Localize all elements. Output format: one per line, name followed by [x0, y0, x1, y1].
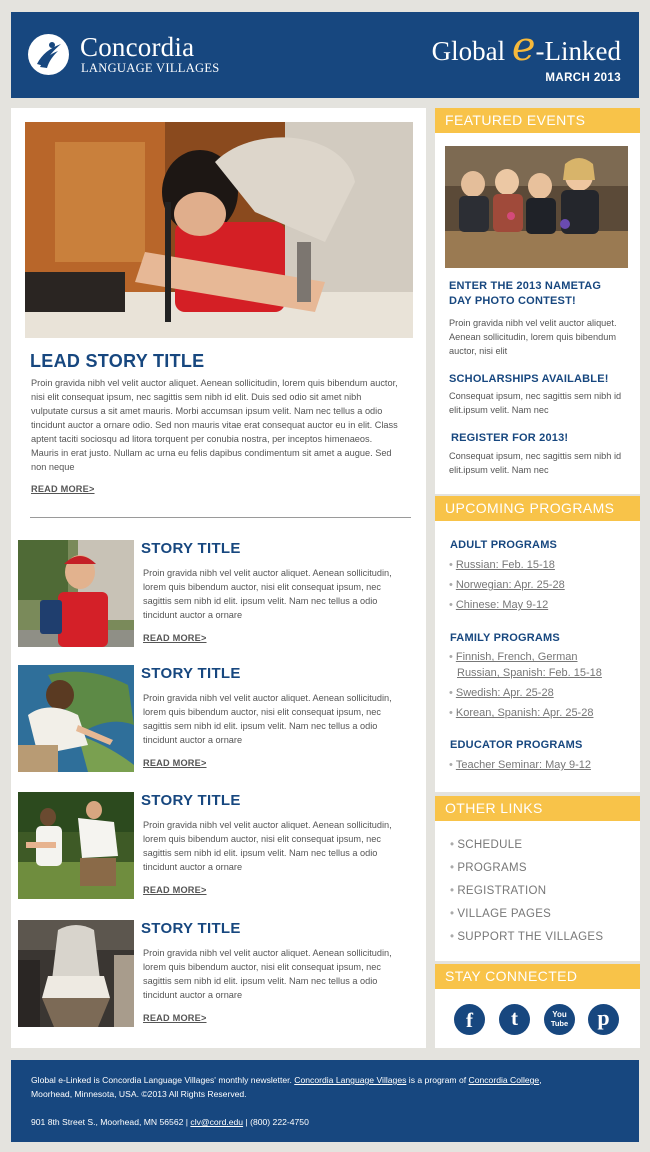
bullet-icon: • — [449, 559, 453, 571]
bullet-icon: • — [450, 885, 455, 897]
bullet-icon: • — [449, 759, 453, 771]
story-item — [18, 540, 408, 650]
footer-address: 901 8th Street S., Moorhead, MN 56562 | — [31, 1117, 191, 1127]
newsletter-brand — [431, 24, 621, 84]
twitter-glyph: t — [511, 1006, 518, 1030]
story-title[interactable]: STORY TITLE — [141, 540, 241, 557]
bullet-icon: • — [449, 579, 453, 591]
pinterest-glyph: p — [597, 1005, 610, 1030]
newsletter-header — [11, 12, 639, 98]
footer-text: , — [539, 1075, 542, 1085]
footer-copyright: Moorhead, Minnesota, USA. ©2013 All Rights Reserved. — [31, 1089, 247, 1099]
story-read-more-link[interactable]: READ MORE> — [143, 758, 207, 768]
featured-events-heading: FEATURED EVENTS — [435, 108, 640, 133]
stay-connected-heading: STAY CONNECTED — [435, 964, 640, 989]
youtube-glyph-line-2: Tube — [550, 1019, 569, 1028]
story-image[interactable] — [18, 792, 134, 899]
educator-programs-heading: EDUCATOR PROGRAMS — [450, 739, 583, 751]
brand-prefix: Global — [431, 36, 512, 66]
featured-event-image[interactable] — [445, 146, 628, 268]
lead-read-more-link[interactable]: READ MORE> — [31, 484, 95, 494]
other-link-item[interactable] — [450, 908, 551, 920]
other-link-label[interactable]: PROGRAMS — [457, 862, 527, 874]
bullet-icon: • — [450, 908, 455, 920]
footer-description — [31, 1074, 542, 1087]
story-title[interactable]: STORY TITLE — [141, 665, 241, 682]
concordia-emblem-icon — [28, 34, 69, 75]
event-body: Consequat ipsum, nec sagittis sem nibh id elit.ipsum velit. Nam nec — [449, 391, 622, 415]
program-link[interactable]: Finnish, French, German — [455, 651, 578, 663]
facebook-icon[interactable] — [454, 1004, 485, 1035]
twitter-icon[interactable] — [499, 1004, 530, 1035]
story-item — [18, 920, 408, 1030]
bullet-icon: • — [449, 687, 453, 699]
bullet-icon: • — [450, 839, 455, 851]
program-item[interactable] — [449, 685, 554, 701]
program-link[interactable]: Norwegian: Apr. 25-28 — [455, 579, 565, 591]
youtube-glyph-line-1: You — [552, 1010, 567, 1019]
other-link-item[interactable] — [450, 885, 546, 897]
footer-text: Global e-Linked is Concordia Language Villages' monthly newsletter. — [31, 1075, 295, 1085]
other-link-label[interactable]: VILLAGE PAGES — [457, 908, 552, 920]
youtube-icon[interactable] — [544, 1004, 575, 1035]
program-link[interactable]: Chinese: May 9-12 — [455, 599, 549, 611]
bullet-icon: • — [450, 931, 455, 943]
brand-e: e — [511, 24, 536, 70]
footer-text: is a program of — [406, 1075, 469, 1085]
event-body: Consequat ipsum, nec sagittis sem nibh id elit.ipsum velit. Nam nec — [449, 451, 622, 475]
story-title[interactable]: STORY TITLE — [141, 920, 241, 937]
story-body: Proin gravida nibh vel velit auctor aliquet. Aenean sollicitudin, lorem quis bibendum auctor, nisi elit consequat ipsum, nec sagittis sem nibh id elit. ipsum velit. Nam nec tellus a odio tincidunt auctor a ornare — [143, 568, 392, 620]
program-item[interactable] — [449, 577, 565, 593]
clv-link[interactable]: Concordia Language Villages — [294, 1075, 407, 1085]
adult-programs-heading: ADULT PROGRAMS — [450, 539, 558, 551]
story-body: Proin gravida nibh vel velit auctor aliquet. Aenean sollicitudin, lorem quis bibendum auctor, nisi elit consequat ipsum, nec sagittis sem nibh id elit. ipsum velit. Nam nec tellus a odio tincidunt auctor a ornare — [143, 693, 392, 745]
story-image[interactable] — [18, 665, 134, 772]
brand-suffix: -Linked — [535, 36, 621, 66]
issue-date: MARCH 2013 — [545, 72, 621, 84]
bullet-icon: • — [449, 707, 453, 719]
bullet-icon: • — [450, 862, 455, 874]
footer-contact — [31, 1116, 309, 1129]
story-body: Proin gravida nibh vel velit auctor aliquet. Aenean sollicitudin, lorem quis bibendum auctor, nisi elit consequat ipsum, nec sagittis sem nibh id elit. ipsum velit. Nam nec tellus a odio tincidunt auctor a ornare — [143, 948, 392, 1000]
other-link-item[interactable] — [450, 931, 603, 943]
event-title-line-2[interactable]: DAY PHOTO CONTEST! — [449, 295, 576, 307]
program-item[interactable] — [449, 597, 548, 613]
story-title[interactable]: STORY TITLE — [141, 792, 241, 809]
event-title[interactable]: SCHOLARSHIPS AVAILABLE! — [449, 373, 609, 385]
program-link[interactable]: Russian: Feb. 15-18 — [455, 559, 555, 571]
logo-name: Concordia — [80, 32, 195, 62]
pinterest-icon[interactable] — [588, 1004, 619, 1035]
facebook-glyph: f — [466, 1008, 473, 1032]
section-divider — [30, 517, 411, 518]
program-link[interactable]: Russian, Spanish: Feb. 15-18 — [457, 667, 602, 679]
story-body: Proin gravida nibh vel velit auctor aliquet. Aenean sollicitudin, lorem quis bibendum auctor, nisi elit consequat ipsum, nec sagittis sem nibh id elit. ipsum velit. Nam nec tellus a odio tincidunt auctor a ornare — [143, 820, 392, 872]
program-item[interactable] — [449, 649, 578, 665]
program-link[interactable]: Teacher Seminar: May 9-12 — [455, 759, 591, 771]
story-item — [18, 792, 408, 902]
program-item[interactable] — [449, 705, 593, 721]
other-links-heading: OTHER LINKS — [435, 796, 640, 821]
event-title[interactable]: REGISTER FOR 2013! — [451, 432, 569, 444]
lead-story-image[interactable] — [25, 122, 413, 338]
event-body: Proin gravida nibh vel velit auctor aliquet. Aenean sollicitudin, lorem quis bibendum auctor, nisi elit — [449, 318, 617, 356]
program-item[interactable] — [449, 757, 591, 773]
story-read-more-link[interactable]: READ MORE> — [143, 1013, 207, 1023]
story-item — [18, 665, 408, 775]
program-item-continued[interactable] — [457, 665, 602, 681]
program-link[interactable]: Korean, Spanish: Apr. 25-28 — [455, 707, 594, 719]
concordia-college-link[interactable]: Concordia College — [468, 1075, 540, 1085]
story-image[interactable] — [18, 540, 134, 647]
newsletter-title — [431, 24, 621, 70]
lead-story-body: Proin gravida nibh vel velit auctor aliquet. Aenean sollicitudin, lorem quis bibendum auctor, nisi elit consequat ipsum, nec sagittis sem nibh id elit. Duis sed odio sit amet nibh vulputate cursus a sit amet mauris. Morbi accumsan ipsum velit. Nam nec tellus a odio tincidunt auctor a ornare odio. Sed non mauris vitae erat consequat auctor eu in elit. Class aptent taciti sociosqu ad litora torquent per conubia nostra, per inceptos himenaeos. Mauris in erat justo. Nullam ac urna eu felis dapibus condimentum sit amet a augue. Sed non neque — [31, 378, 398, 472]
program-item[interactable] — [449, 557, 555, 573]
other-link-item[interactable] — [450, 839, 522, 851]
story-image[interactable] — [18, 920, 134, 1027]
program-link[interactable]: Swedish: Apr. 25-28 — [455, 687, 554, 699]
family-programs-heading: FAMILY PROGRAMS — [450, 632, 560, 644]
footer-phone: | (800) 222-4750 — [243, 1117, 309, 1127]
email-link[interactable]: clv@cord.edu — [190, 1117, 244, 1127]
upcoming-programs-heading: UPCOMING PROGRAMS — [435, 496, 640, 521]
logo-subtitle: LANGUAGE VILLAGES — [81, 61, 220, 75]
other-link-label[interactable]: REGISTRATION — [457, 885, 547, 897]
other-link-label[interactable]: SCHEDULE — [457, 839, 523, 851]
other-link-label[interactable]: SUPPORT THE VILLAGES — [457, 931, 604, 943]
event-title-line-1[interactable]: ENTER THE 2013 NAMETAG — [449, 280, 602, 292]
bullet-icon: • — [449, 599, 453, 611]
other-link-item[interactable] — [450, 862, 527, 874]
lead-story-title[interactable]: LEAD STORY TITLE — [30, 351, 205, 371]
bullet-icon: • — [449, 651, 453, 663]
story-read-more-link[interactable]: READ MORE> — [143, 633, 207, 643]
newsletter-footer — [11, 1060, 639, 1142]
story-read-more-link[interactable]: READ MORE> — [143, 885, 207, 895]
